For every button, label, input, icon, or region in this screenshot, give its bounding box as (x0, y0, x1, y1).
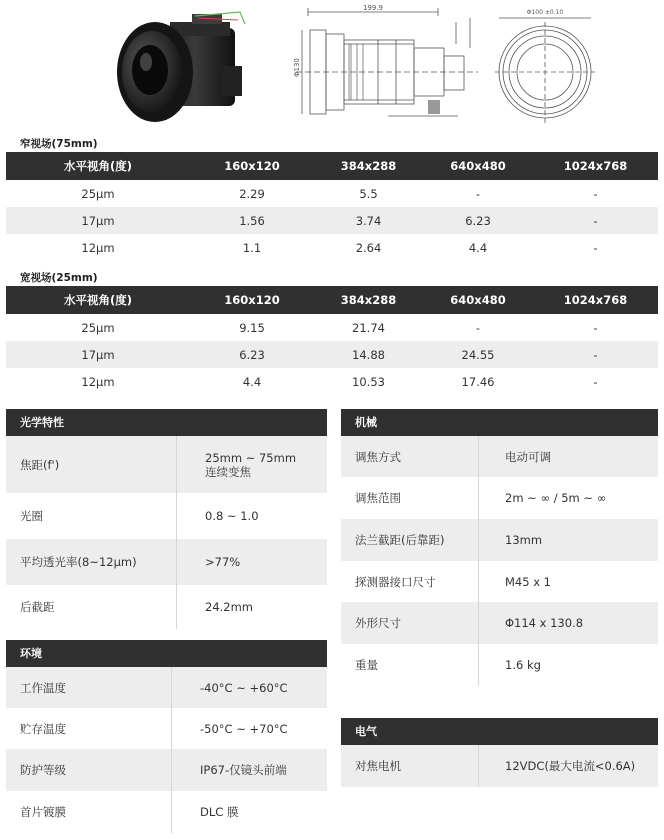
table-cell: 5.5 (359, 186, 378, 201)
table-cell: 12μm (81, 240, 115, 255)
spec-row (6, 539, 327, 585)
table-cell: 12μm (81, 374, 115, 389)
spec-value (176, 585, 253, 629)
dim-length-label: 199.9 (362, 4, 384, 12)
dim-top-right-label: Φ100 ±0.10 (526, 9, 564, 16)
header-cell: 1024x768 (533, 286, 658, 314)
table-header-row (6, 152, 658, 180)
spec-value-line: -50°C ~ +70°C (200, 721, 288, 736)
spec-value (171, 791, 238, 833)
table-row (6, 341, 658, 368)
spec-value-line: 0.8 ~ 1.0 (205, 509, 259, 523)
header-cell: 160x120 (190, 152, 314, 180)
table-cell: - (475, 320, 481, 335)
spec-key: 焦距(f') (20, 457, 60, 472)
table-cell: 9.15 (239, 320, 265, 335)
dim-diameter-label: Φ130 (293, 58, 301, 77)
spec-value (176, 493, 259, 539)
table-header-row (6, 286, 658, 314)
lens-front-view-drawing (495, 4, 595, 134)
table-row (6, 368, 658, 395)
spec-row (341, 602, 658, 644)
spec-row (341, 644, 658, 686)
table-cell: - (533, 207, 658, 234)
environment-panel (6, 640, 327, 833)
table-cell: 1.1 (242, 240, 262, 255)
spec-value (171, 749, 287, 791)
spec-key: 调焦范围 (355, 491, 401, 505)
spec-value (478, 602, 583, 644)
spec-value-line: 连续变焦 (205, 464, 251, 479)
spec-key: 对焦电机 (355, 759, 401, 773)
spec-value-line: >77% (205, 555, 241, 569)
spec-value (171, 667, 288, 708)
table-cell: 4.4 (242, 374, 262, 389)
table-cell: 14.88 (314, 341, 423, 368)
spec-key: 外形尺寸 (355, 616, 401, 630)
spec-value-line: 电动可调 (505, 449, 551, 464)
spec-value-line: 24.2mm (205, 600, 254, 614)
spec-value-line: 1.6 kg (505, 658, 541, 672)
header-cell: 384x288 (314, 152, 423, 180)
table-cell: - (593, 320, 598, 335)
spec-key: 防护等级 (20, 763, 66, 777)
spec-value (478, 436, 551, 477)
spec-value-line: 12VDC(最大电流<0.6A) (505, 759, 636, 773)
lens-side-view-drawing (288, 4, 493, 134)
spec-key: 后截距 (20, 600, 55, 614)
spec-value-line: Φ114 x 130.8 (505, 616, 584, 630)
table-cell: 3.74 (314, 207, 423, 234)
table-cell: 17μm (6, 207, 190, 234)
electrical-panel-title: 电气 (341, 718, 658, 745)
electrical-panel (341, 718, 658, 787)
table-cell: - (475, 186, 481, 201)
mechanical-panel (341, 409, 658, 686)
header-cell: 160x120 (190, 286, 314, 314)
optical-panel (6, 409, 327, 629)
table-row (6, 207, 658, 234)
spec-value-line: DLC 膜 (200, 805, 239, 819)
environment-panel-title: 环境 (6, 640, 327, 667)
mechanical-panel-title: 机械 (341, 409, 658, 436)
spec-row (6, 436, 327, 493)
spec-key: 工作温度 (20, 680, 66, 695)
spec-row (341, 561, 658, 602)
spec-key: 调焦方式 (355, 449, 401, 464)
spec-value (478, 745, 635, 787)
table-row (6, 314, 658, 341)
spec-key: 法兰截距(后靠距) (355, 533, 445, 547)
spec-value (176, 436, 296, 493)
spec-value-line: -40°C ~ +60°C (200, 680, 288, 695)
header-cell: 1024x768 (533, 152, 658, 180)
spec-row (341, 436, 658, 477)
table-row (6, 234, 658, 261)
table-cell: 10.53 (352, 374, 385, 389)
header-cell: 640x480 (423, 286, 533, 314)
optical-panel-title: 光学特性 (6, 409, 327, 436)
spec-value (478, 519, 542, 561)
wide-fov-title: 宽视场(25mm) (20, 272, 98, 284)
spec-value (171, 708, 288, 749)
spec-value-line: 25mm ~ 75mm (205, 450, 297, 465)
table-cell: 24.55 (423, 341, 533, 368)
table-cell: - (593, 186, 598, 201)
spec-key: 光圈 (20, 509, 43, 523)
spec-row (6, 493, 327, 539)
table-cell: - (593, 374, 598, 389)
spec-row (6, 667, 327, 708)
table-cell: 17.46 (461, 374, 495, 389)
table-cell: 4.4 (468, 240, 488, 255)
narrow-fov-table (6, 152, 658, 261)
table-cell: 2.64 (355, 240, 382, 255)
table-cell: - (593, 240, 598, 255)
table-cell: 25μm (81, 320, 115, 335)
spec-key: 重量 (355, 658, 378, 672)
header-cell: 水平视角(度) (6, 152, 190, 180)
spec-key: 贮存温度 (20, 721, 66, 736)
header-cell: 水平视角(度) (6, 286, 190, 314)
spec-value-line: IP67-仅镜头前端 (200, 763, 287, 777)
spec-row (341, 745, 658, 787)
spec-row (341, 519, 658, 561)
spec-row (6, 708, 327, 749)
spec-key: 探测器接口尺寸 (355, 574, 436, 589)
spec-value (176, 539, 240, 585)
spec-value (478, 477, 606, 519)
table-cell: 17μm (6, 341, 190, 368)
table-cell: 6.23 (423, 207, 533, 234)
spec-value-line: M45 x 1 (505, 574, 551, 589)
table-row (6, 180, 658, 207)
spec-row (6, 791, 327, 833)
spec-row (6, 585, 327, 629)
table-cell: - (533, 341, 658, 368)
spec-value (478, 644, 541, 686)
narrow-fov-title: 窄视场(75mm) (20, 138, 98, 150)
table-cell: 6.23 (190, 341, 314, 368)
table-cell: 25μm (81, 186, 115, 201)
spec-value-line: 13mm (505, 533, 543, 547)
table-cell: 2.29 (239, 186, 265, 201)
table-cell: 21.74 (352, 320, 385, 335)
table-cell: 1.56 (190, 207, 314, 234)
header-cell: 640x480 (423, 152, 533, 180)
spec-row (6, 749, 327, 791)
spec-row (341, 477, 658, 519)
lens-product-photo (100, 6, 250, 134)
spec-key: 平均透光率(8~12μm) (20, 555, 137, 569)
spec-value (478, 561, 551, 602)
wide-fov-table (6, 286, 658, 395)
header-cell: 384x288 (314, 286, 423, 314)
spec-value-line: 2m ~ ∞ / 5m ~ ∞ (505, 491, 607, 505)
spec-key: 首片镀膜 (20, 805, 66, 819)
